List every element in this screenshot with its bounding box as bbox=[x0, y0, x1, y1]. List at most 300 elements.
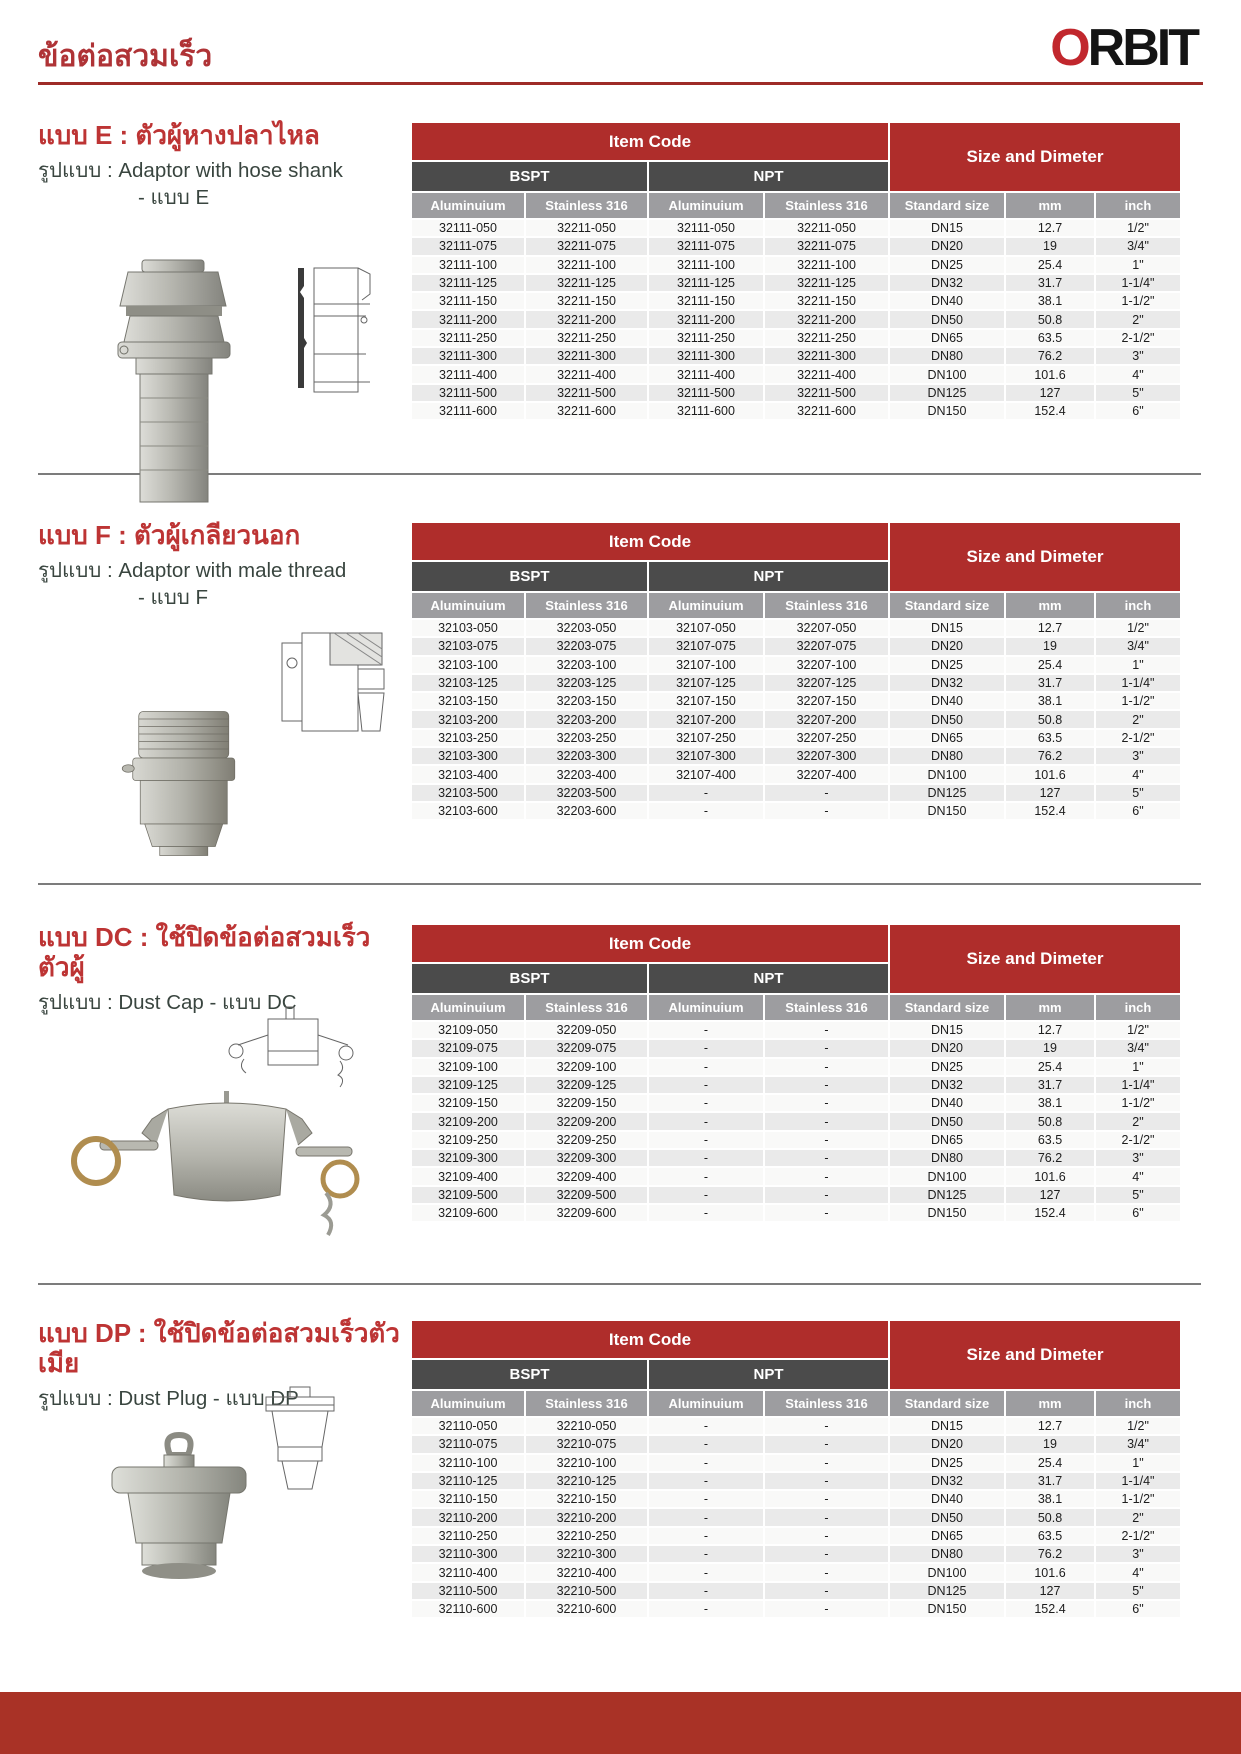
table-cell: - bbox=[648, 1131, 764, 1149]
table-cell: 32203-250 bbox=[525, 729, 648, 747]
technical-drawing-f bbox=[278, 629, 390, 735]
table-cell: 1-1/4" bbox=[1095, 1472, 1181, 1490]
table-cell: 32207-100 bbox=[764, 656, 889, 674]
table-cell: - bbox=[764, 1058, 889, 1076]
table-cell: DN80 bbox=[889, 747, 1005, 765]
table-cell: 32211-075 bbox=[764, 237, 889, 255]
table-row bbox=[411, 1600, 1181, 1618]
table-cell: 32107-050 bbox=[648, 619, 764, 637]
bspt-header: BSPT bbox=[411, 1359, 648, 1390]
table-row bbox=[411, 1149, 1181, 1167]
table-cell: - bbox=[764, 1490, 889, 1508]
table-cell: 32211-050 bbox=[764, 219, 889, 237]
col-header-aluminium-bspt: Aluminuium bbox=[411, 1390, 525, 1417]
table-cell: 32107-075 bbox=[648, 637, 764, 655]
col-header-standard-size: Standard size bbox=[889, 592, 1005, 619]
table-cell: - bbox=[648, 1600, 764, 1618]
table-cell: - bbox=[764, 1076, 889, 1094]
table-cell: 32110-050 bbox=[411, 1417, 525, 1435]
section-divider bbox=[38, 1283, 1201, 1285]
table-cell: 12.7 bbox=[1005, 219, 1095, 237]
spec-table-f bbox=[410, 521, 1182, 821]
section-subtitle: รูปแบบ : Adaptor with hose shank bbox=[38, 158, 343, 182]
table-cell: 32207-300 bbox=[764, 747, 889, 765]
col-header-stainless-bspt: Stainless 316 bbox=[525, 592, 648, 619]
table-row bbox=[411, 765, 1181, 783]
table-cell: DN25 bbox=[889, 656, 1005, 674]
table-cell: 12.7 bbox=[1005, 619, 1095, 637]
table-cell: 32210-250 bbox=[525, 1527, 648, 1545]
table-cell: - bbox=[648, 1527, 764, 1545]
table-cell: 1/2" bbox=[1095, 619, 1181, 637]
table-cell: 152.4 bbox=[1005, 1600, 1095, 1618]
table-cell: 4" bbox=[1095, 365, 1181, 383]
section-title: แบบ DP : ใช้ปิดข้อต่อสวมเร็วตัวเมีย bbox=[38, 1318, 400, 1378]
table-row bbox=[411, 1582, 1181, 1600]
table-cell: DN40 bbox=[889, 1490, 1005, 1508]
table-cell: 32210-150 bbox=[525, 1490, 648, 1508]
table-cell: 32211-200 bbox=[764, 310, 889, 328]
table-row bbox=[411, 1204, 1181, 1222]
table-cell: 32109-150 bbox=[411, 1094, 525, 1112]
table-cell: DN50 bbox=[889, 1112, 1005, 1130]
table-cell: 32111-050 bbox=[411, 219, 525, 237]
table-cell: 32211-500 bbox=[525, 384, 648, 402]
col-header-stainless-npt: Stainless 316 bbox=[764, 192, 889, 219]
table-cell: 32111-075 bbox=[648, 237, 764, 255]
table-cell: - bbox=[648, 784, 764, 802]
table-cell: 1-1/2" bbox=[1095, 1490, 1181, 1508]
section-adaptor-f bbox=[0, 521, 1241, 841]
section-divider bbox=[38, 883, 1201, 885]
table-cell: 76.2 bbox=[1005, 1149, 1095, 1167]
table-cell: 32110-600 bbox=[411, 1600, 525, 1618]
table-cell: 32103-125 bbox=[411, 674, 525, 692]
table-cell: 32107-125 bbox=[648, 674, 764, 692]
table-cell: 1-1/2" bbox=[1095, 692, 1181, 710]
table-cell: 32110-200 bbox=[411, 1508, 525, 1526]
table-row bbox=[411, 729, 1181, 747]
table-cell: - bbox=[764, 1204, 889, 1222]
table-cell: 32203-200 bbox=[525, 710, 648, 728]
table-cell: DN50 bbox=[889, 310, 1005, 328]
col-header-stainless-npt: Stainless 316 bbox=[764, 1390, 889, 1417]
table-cell: DN100 bbox=[889, 1167, 1005, 1185]
table-cell: 31.7 bbox=[1005, 1472, 1095, 1490]
table-cell: DN65 bbox=[889, 1131, 1005, 1149]
table-cell: DN150 bbox=[889, 1204, 1005, 1222]
table-cell: DN125 bbox=[889, 1186, 1005, 1204]
table-cell: 50.8 bbox=[1005, 1508, 1095, 1526]
table-cell: 32107-250 bbox=[648, 729, 764, 747]
spec-table-e bbox=[410, 121, 1182, 421]
table-cell: 32211-125 bbox=[525, 274, 648, 292]
table-row bbox=[411, 1094, 1181, 1112]
table-cell: 5" bbox=[1095, 1582, 1181, 1600]
table-cell: DN100 bbox=[889, 765, 1005, 783]
table-cell: - bbox=[764, 1186, 889, 1204]
table-row bbox=[411, 219, 1181, 237]
technical-drawing-e bbox=[284, 264, 376, 396]
col-header-stainless-npt: Stainless 316 bbox=[764, 994, 889, 1021]
brand-logo bbox=[1050, 19, 1197, 78]
table-cell: 76.2 bbox=[1005, 747, 1095, 765]
table-cell: DN150 bbox=[889, 802, 1005, 820]
table-cell: - bbox=[764, 1131, 889, 1149]
table-cell: - bbox=[764, 1527, 889, 1545]
table-cell: 32111-500 bbox=[411, 384, 525, 402]
table-cell: 32209-600 bbox=[525, 1204, 648, 1222]
table-cell: 32109-500 bbox=[411, 1186, 525, 1204]
table-cell: 32103-600 bbox=[411, 802, 525, 820]
section-subtitle-2: - แบบ E bbox=[138, 185, 210, 209]
table-cell: 32111-150 bbox=[648, 292, 764, 310]
table-row bbox=[411, 1490, 1181, 1508]
table-cell: - bbox=[764, 1112, 889, 1130]
table-cell: - bbox=[764, 1435, 889, 1453]
table-cell: DN65 bbox=[889, 329, 1005, 347]
table-cell: 32207-075 bbox=[764, 637, 889, 655]
page-header bbox=[0, 0, 1241, 78]
table-cell: 3/4" bbox=[1095, 637, 1181, 655]
table-cell: - bbox=[648, 1417, 764, 1435]
table-cell: DN15 bbox=[889, 1021, 1005, 1039]
table-cell: DN25 bbox=[889, 1058, 1005, 1076]
size-header: Size and Dimeter bbox=[889, 122, 1181, 192]
table-cell: DN32 bbox=[889, 274, 1005, 292]
table-cell: 32211-600 bbox=[764, 402, 889, 420]
table-cell: 1/2" bbox=[1095, 1021, 1181, 1039]
table-body bbox=[411, 1021, 1181, 1222]
spec-table-dc bbox=[410, 923, 1182, 1223]
section-title: แบบ DC : ใช้ปิดข้อต่อสวมเร็วตัวผู้ bbox=[38, 922, 371, 982]
table-row bbox=[411, 1417, 1181, 1435]
table-cell: DN80 bbox=[889, 347, 1005, 365]
table-cell: 32209-200 bbox=[525, 1112, 648, 1130]
table-cell: 32103-150 bbox=[411, 692, 525, 710]
table-cell: 127 bbox=[1005, 384, 1095, 402]
table-cell: 152.4 bbox=[1005, 802, 1095, 820]
table-cell: 32111-075 bbox=[411, 237, 525, 255]
table-cell: 32111-500 bbox=[648, 384, 764, 402]
table-cell: 25.4 bbox=[1005, 656, 1095, 674]
table-row bbox=[411, 384, 1181, 402]
table-cell: 32211-500 bbox=[764, 384, 889, 402]
table-cell: 32210-125 bbox=[525, 1472, 648, 1490]
table-row bbox=[411, 310, 1181, 328]
table-cell: DN100 bbox=[889, 1563, 1005, 1581]
table-cell: 32107-150 bbox=[648, 692, 764, 710]
table-cell: 32111-125 bbox=[648, 274, 764, 292]
table-cell: - bbox=[764, 1417, 889, 1435]
table-cell: 19 bbox=[1005, 237, 1095, 255]
table-row bbox=[411, 1021, 1181, 1039]
table-cell: 25.4 bbox=[1005, 256, 1095, 274]
table-cell: 32110-075 bbox=[411, 1435, 525, 1453]
table-cell: 32211-250 bbox=[764, 329, 889, 347]
table-cell: 32111-050 bbox=[648, 219, 764, 237]
table-cell: 32110-500 bbox=[411, 1582, 525, 1600]
table-cell: 32111-125 bbox=[411, 274, 525, 292]
table-cell: - bbox=[764, 784, 889, 802]
header-rule bbox=[38, 82, 1203, 85]
table-row bbox=[411, 329, 1181, 347]
table-cell: 32111-100 bbox=[648, 256, 764, 274]
table-cell: - bbox=[764, 1563, 889, 1581]
table-cell: 32109-250 bbox=[411, 1131, 525, 1149]
table-cell: 152.4 bbox=[1005, 402, 1095, 420]
col-header-mm: mm bbox=[1005, 192, 1095, 219]
table-cell: 32103-050 bbox=[411, 619, 525, 637]
table-cell: - bbox=[648, 1582, 764, 1600]
table-cell: 32211-100 bbox=[764, 256, 889, 274]
item-code-header: Item Code bbox=[411, 522, 889, 561]
section-e-left bbox=[38, 121, 410, 443]
bspt-header: BSPT bbox=[411, 561, 648, 592]
table-cell: 32210-600 bbox=[525, 1600, 648, 1618]
table-cell: 32111-400 bbox=[648, 365, 764, 383]
table-row bbox=[411, 1131, 1181, 1149]
table-cell: 32211-150 bbox=[764, 292, 889, 310]
col-header-aluminium-bspt: Aluminuium bbox=[411, 192, 525, 219]
table-row bbox=[411, 292, 1181, 310]
spec-table-dp bbox=[410, 1319, 1182, 1619]
table-cell: - bbox=[648, 1204, 764, 1222]
section-subtitle: รูปแบบ : Dust Plug - แบบ DP bbox=[38, 1386, 299, 1410]
table-cell: - bbox=[648, 1545, 764, 1563]
table-cell: 32111-100 bbox=[411, 256, 525, 274]
table-cell: 32103-400 bbox=[411, 765, 525, 783]
table-cell: 38.1 bbox=[1005, 1490, 1095, 1508]
table-cell: 32110-300 bbox=[411, 1545, 525, 1563]
table-cell: 2-1/2" bbox=[1095, 1131, 1181, 1149]
table-cell: 127 bbox=[1005, 1582, 1095, 1600]
table-cell: 32109-200 bbox=[411, 1112, 525, 1130]
table-cell: 32210-050 bbox=[525, 1417, 648, 1435]
table-cell: 32209-300 bbox=[525, 1149, 648, 1167]
table-cell: 12.7 bbox=[1005, 1417, 1095, 1435]
table-cell: 5" bbox=[1095, 384, 1181, 402]
table-cell: 32207-250 bbox=[764, 729, 889, 747]
table-cell: 32210-300 bbox=[525, 1545, 648, 1563]
section-dp-left bbox=[38, 1319, 410, 1639]
table-cell: 1/2" bbox=[1095, 1417, 1181, 1435]
logo-o-letter: O bbox=[1050, 19, 1088, 78]
table-cell: 32111-250 bbox=[648, 329, 764, 347]
table-cell: 32111-300 bbox=[648, 347, 764, 365]
table-cell: - bbox=[648, 1149, 764, 1167]
table-cell: 32211-600 bbox=[525, 402, 648, 420]
table-cell: 32111-150 bbox=[411, 292, 525, 310]
col-header-standard-size: Standard size bbox=[889, 1390, 1005, 1417]
table-cell: - bbox=[764, 1167, 889, 1185]
table-cell: 32207-125 bbox=[764, 674, 889, 692]
table-cell: 1/2" bbox=[1095, 219, 1181, 237]
table-cell: 32203-600 bbox=[525, 802, 648, 820]
table-row bbox=[411, 1527, 1181, 1545]
table-cell: 32109-125 bbox=[411, 1076, 525, 1094]
section-dust-plug-dp bbox=[0, 1319, 1241, 1639]
table-cell: 3/4" bbox=[1095, 1039, 1181, 1057]
table-row bbox=[411, 347, 1181, 365]
table-cell: 1-1/2" bbox=[1095, 1094, 1181, 1112]
table-cell: DN32 bbox=[889, 1076, 1005, 1094]
table-cell: - bbox=[764, 1545, 889, 1563]
table-cell: 32111-200 bbox=[411, 310, 525, 328]
table-cell: 32110-150 bbox=[411, 1490, 525, 1508]
table-body bbox=[411, 219, 1181, 420]
table-row bbox=[411, 747, 1181, 765]
table-cell: 32211-200 bbox=[525, 310, 648, 328]
table-cell: - bbox=[648, 1186, 764, 1204]
table-cell: DN20 bbox=[889, 1039, 1005, 1057]
table-cell: 4" bbox=[1095, 1167, 1181, 1185]
table-cell: 32110-400 bbox=[411, 1563, 525, 1581]
table-cell: 32211-300 bbox=[525, 347, 648, 365]
table-cell: 32110-100 bbox=[411, 1454, 525, 1472]
footer-bar bbox=[0, 1692, 1241, 1754]
table-row bbox=[411, 1435, 1181, 1453]
table-row bbox=[411, 1167, 1181, 1185]
table-cell: 32211-100 bbox=[525, 256, 648, 274]
col-header-stainless-bspt: Stainless 316 bbox=[525, 1390, 648, 1417]
section-subtitle: รูปแบบ : Adaptor with male thread bbox=[38, 558, 347, 582]
table-cell: DN32 bbox=[889, 1472, 1005, 1490]
table-cell: 32211-075 bbox=[525, 237, 648, 255]
table-cell: 32111-600 bbox=[411, 402, 525, 420]
table-cell: 32110-250 bbox=[411, 1527, 525, 1545]
product-photo-dc bbox=[64, 1089, 364, 1241]
table-cell: 101.6 bbox=[1005, 1167, 1095, 1185]
table-cell: 2" bbox=[1095, 710, 1181, 728]
table-cell: 32211-250 bbox=[525, 329, 648, 347]
table-cell: DN32 bbox=[889, 674, 1005, 692]
npt-header: NPT bbox=[648, 1359, 889, 1390]
table-cell: 32109-600 bbox=[411, 1204, 525, 1222]
table-body bbox=[411, 619, 1181, 820]
table-row bbox=[411, 710, 1181, 728]
table-row bbox=[411, 1076, 1181, 1094]
table-cell: 32207-400 bbox=[764, 765, 889, 783]
table-cell: 32207-200 bbox=[764, 710, 889, 728]
table-cell: - bbox=[648, 1508, 764, 1526]
table-row bbox=[411, 256, 1181, 274]
table-cell: 2-1/2" bbox=[1095, 329, 1181, 347]
table-cell: 1" bbox=[1095, 256, 1181, 274]
table-cell: DN20 bbox=[889, 637, 1005, 655]
table-cell: 12.7 bbox=[1005, 1021, 1095, 1039]
npt-header: NPT bbox=[648, 963, 889, 994]
table-cell: 32209-075 bbox=[525, 1039, 648, 1057]
table-row bbox=[411, 1472, 1181, 1490]
col-header-standard-size: Standard size bbox=[889, 192, 1005, 219]
col-header-aluminium-npt: Aluminuium bbox=[648, 192, 764, 219]
bspt-header: BSPT bbox=[411, 161, 648, 192]
table-cell: 19 bbox=[1005, 1039, 1095, 1057]
table-cell: DN125 bbox=[889, 784, 1005, 802]
table-cell: 6" bbox=[1095, 1600, 1181, 1618]
table-cell: 38.1 bbox=[1005, 292, 1095, 310]
table-cell: 32111-300 bbox=[411, 347, 525, 365]
table-cell: 1-1/4" bbox=[1095, 674, 1181, 692]
table-cell: 32207-150 bbox=[764, 692, 889, 710]
table-cell: 3" bbox=[1095, 347, 1181, 365]
section-adaptor-e bbox=[0, 121, 1241, 443]
col-header-mm: mm bbox=[1005, 592, 1095, 619]
table-cell: 1-1/4" bbox=[1095, 274, 1181, 292]
table-cell: DN15 bbox=[889, 1417, 1005, 1435]
table-cell: 32103-250 bbox=[411, 729, 525, 747]
table-cell: - bbox=[648, 1167, 764, 1185]
table-cell: 3" bbox=[1095, 747, 1181, 765]
table-cell: - bbox=[764, 1582, 889, 1600]
table-cell: 32107-200 bbox=[648, 710, 764, 728]
section-dc-left bbox=[38, 923, 410, 1249]
table-row bbox=[411, 1039, 1181, 1057]
table-cell: 2" bbox=[1095, 1508, 1181, 1526]
table-cell: 32203-400 bbox=[525, 765, 648, 783]
table-row bbox=[411, 1545, 1181, 1563]
table-cell: 152.4 bbox=[1005, 1204, 1095, 1222]
table-cell: 38.1 bbox=[1005, 1094, 1095, 1112]
size-header: Size and Dimeter bbox=[889, 1320, 1181, 1390]
table-cell: DN65 bbox=[889, 729, 1005, 747]
table-cell: DN25 bbox=[889, 1454, 1005, 1472]
section-f-left bbox=[38, 521, 410, 841]
table-cell: 32203-500 bbox=[525, 784, 648, 802]
table-cell: - bbox=[764, 1149, 889, 1167]
table-cell: 32111-250 bbox=[411, 329, 525, 347]
npt-header: NPT bbox=[648, 161, 889, 192]
table-cell: DN40 bbox=[889, 1094, 1005, 1112]
table-cell: 4" bbox=[1095, 765, 1181, 783]
table-cell: 32209-250 bbox=[525, 1131, 648, 1149]
table-row bbox=[411, 802, 1181, 820]
section-title: แบบ F : ตัวผู้เกลียวนอก bbox=[38, 520, 301, 550]
table-cell: 32107-400 bbox=[648, 765, 764, 783]
table-cell: DN15 bbox=[889, 219, 1005, 237]
table-cell: 101.6 bbox=[1005, 1563, 1095, 1581]
col-header-aluminium-npt: Aluminuium bbox=[648, 994, 764, 1021]
table-cell: - bbox=[648, 1094, 764, 1112]
table-cell: - bbox=[764, 1508, 889, 1526]
table-cell: DN40 bbox=[889, 692, 1005, 710]
col-header-aluminium-npt: Aluminuium bbox=[648, 1390, 764, 1417]
table-cell: 32203-150 bbox=[525, 692, 648, 710]
table-cell: DN80 bbox=[889, 1545, 1005, 1563]
table-cell: 32211-050 bbox=[525, 219, 648, 237]
size-header: Size and Dimeter bbox=[889, 522, 1181, 592]
table-cell: 1" bbox=[1095, 656, 1181, 674]
table-cell: 32211-125 bbox=[764, 274, 889, 292]
table-cell: DN150 bbox=[889, 402, 1005, 420]
table-cell: - bbox=[648, 1058, 764, 1076]
table-cell: 101.6 bbox=[1005, 765, 1095, 783]
product-photo-e bbox=[92, 256, 252, 506]
table-cell: DN125 bbox=[889, 1582, 1005, 1600]
page-title: ข้อต่อสวมเร็ว bbox=[38, 40, 213, 73]
table-row bbox=[411, 674, 1181, 692]
col-header-mm: mm bbox=[1005, 1390, 1095, 1417]
table-cell: - bbox=[764, 1472, 889, 1490]
table-cell: 32207-050 bbox=[764, 619, 889, 637]
table-row bbox=[411, 1454, 1181, 1472]
table-row bbox=[411, 1058, 1181, 1076]
table-cell: 32211-400 bbox=[764, 365, 889, 383]
table-cell: 32203-050 bbox=[525, 619, 648, 637]
table-cell: 127 bbox=[1005, 784, 1095, 802]
table-row bbox=[411, 1508, 1181, 1526]
